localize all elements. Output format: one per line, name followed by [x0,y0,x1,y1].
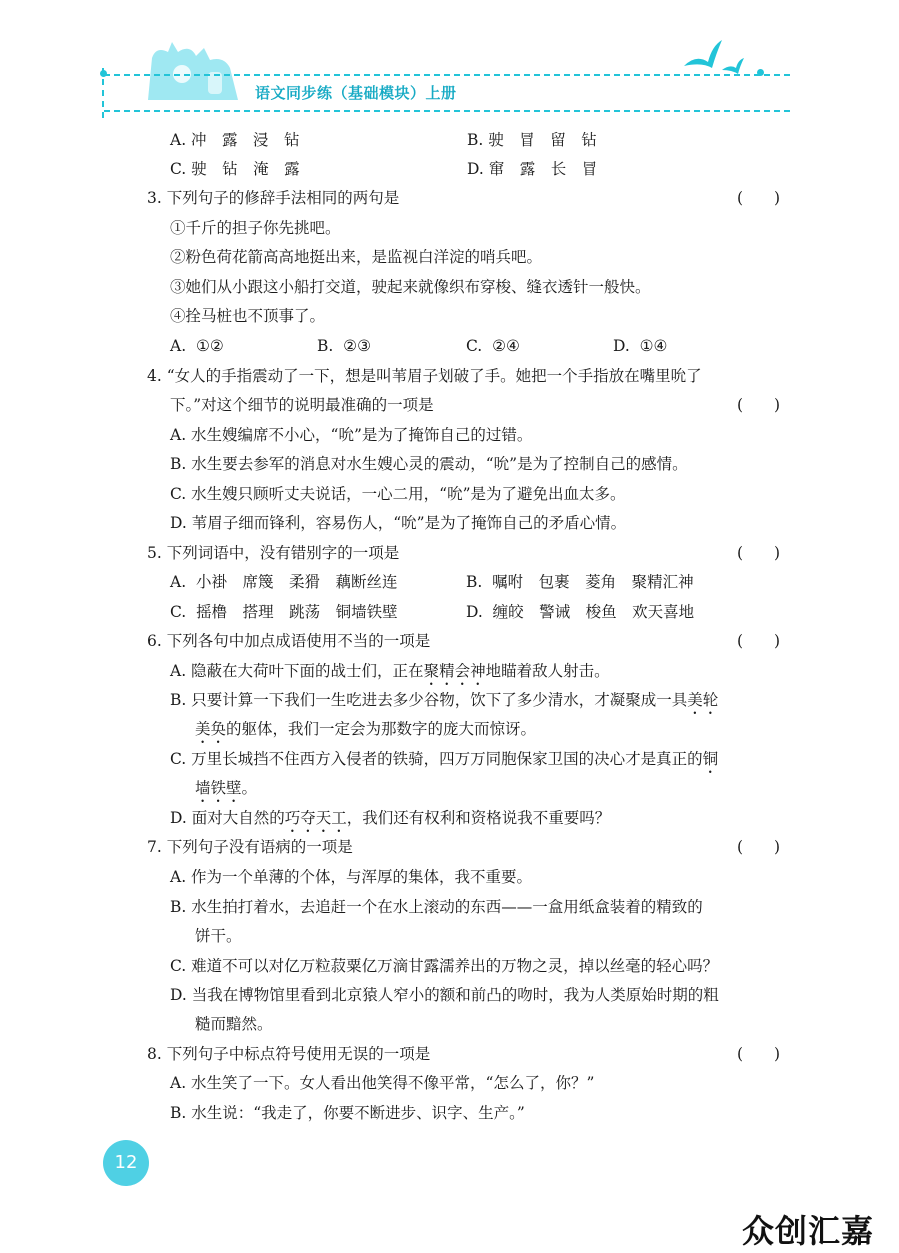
q7-option-a: A. 作为一个单薄的个体，与浑厚的集体，我不重要。 [170,868,533,886]
q5-option-c: C. 摇橹 搭理 跳荡 铜墙铁壁 [170,603,398,621]
q2-option-d: D. 窜 露 长 冒 [467,160,598,178]
q3-sentence-3: ③她们从小跟这小船打交道，驶起来就像织布穿梭、缝衣透针一般快。 [170,278,651,296]
q6-option-d [170,808,610,836]
q6-d-pre: D. 面对大自然的 [170,809,285,827]
q4-option-d: D. 苇眉子细而锋利，容易伤人，“吮”是为了掩饰自己的矛盾心情。 [170,514,627,532]
page-number: 12 [103,1140,149,1186]
q8-option-b: B. 水生说：“我走了，你要不断进步、识字、生产。” [170,1104,525,1122]
watermark-logo: 众创汇嘉 [742,1212,875,1250]
q7-stem: 7. 下列句子没有语病的一项是 [147,838,353,856]
q8-option-a: A. 水生笑了一下。女人看出他笑得不像平常，“怎么了，你？” [170,1074,595,1092]
q3-option-a: A. ①② [170,337,224,355]
q3-sentence-4: ④拴马桩也不顶事了。 [170,307,326,325]
q6-option-b [170,690,718,718]
q7-option-c: C. 难道不可以对亿万粒菽粟亿万滴甘露濡养出的万物之灵，掉以丝毫的轻心吗？ [170,957,719,975]
q4-option-a: A. 水生嫂编席不小心，“吮”是为了掩饰自己的过错。 [170,426,533,444]
q6-a-post: 地瞄着敌人射击。 [485,662,610,680]
q8-answer-blank[interactable]: ( ) [737,1045,781,1063]
q5-option-a: A. 小褂 席篾 柔猾 藕断丝连 [170,573,398,591]
q7-answer-blank[interactable]: ( ) [737,838,781,856]
q4-answer-blank[interactable]: ( ) [737,396,781,414]
q3-stem: 3. 下列句子的修辞手法相同的两句是 [147,189,400,207]
q2-option-c: C. 驶 钻 淹 露 [170,160,300,178]
q7-option-b: B. 水生拍打着水，去追赶一个在水上滚动的东西——一盒用纸盒装着的精致的 [170,898,703,916]
q6-a-idiom: 聚精会神 [423,662,486,680]
q7-option-d-line2: 糙而黯然。 [195,1015,273,1033]
q7-option-d: D. 当我在博物馆里看到北京猿人窄小的额和前凸的吻时，我为人类原始时期的粗 [170,986,719,1004]
q2-option-a: A. 冲 露 浸 钻 [170,131,300,149]
q5-option-b: B. 嘱咐 包裹 菱角 聚精汇神 [466,573,694,591]
header-dot-right [757,69,764,76]
q6-answer-blank[interactable]: ( ) [737,632,781,650]
q6-option-a [170,661,610,689]
q6-b-pre: B. 只要计算一下我们一生吃进去多少谷物，饮下了多少清水，才凝聚成一具 [170,691,688,709]
q6-stem: 6. 下列各句中加点成语使用不当的一项是 [147,632,431,650]
q4-option-b: B. 水生要去参军的消息对水生嫂心灵的震动，“吮”是为了控制自己的感情。 [170,455,688,473]
q6-a-pre: A. 隐蔽在大荷叶下面的战士们，正在 [170,662,424,680]
q8-stem: 8. 下列句子中标点符号使用无误的一项是 [147,1045,431,1063]
q6-b-idiom-part1: 美轮 [687,691,719,709]
q3-option-b: B. ②③ [317,337,371,355]
q3-option-d: D. ①④ [613,337,668,355]
q4-stem-line2: 下。”对这个细节的说明最准确的一项是 [170,396,434,414]
q3-sentence-2: ②粉色荷花箭高高地挺出来，是监视白洋淀的哨兵吧。 [170,248,543,266]
q3-option-c: C. ②④ [466,337,520,355]
q2-option-b: B. 驶 冒 留 钻 [467,131,597,149]
q7-option-b-line2: 饼干。 [195,927,242,945]
header-dot-left [100,70,107,77]
q6-b-post: 的躯体，我们一定会为那数字的庞大而惊讶。 [226,720,537,738]
q4-stem-line1: 4. “女人的手指震动了一下，想是叫苇眉子划破了手。她把一个手指放在嘴里吮了 [147,367,702,385]
q3-answer-blank[interactable]: ( ) [737,189,781,207]
q6-c-pre: C. 万里长城挡不住西方入侵者的铁骑，四万万同胞保家卫国的决心才是真正的 [170,750,703,768]
q6-option-c-line2 [195,778,257,806]
q6-c-post: 。 [241,779,258,797]
q5-answer-blank[interactable]: ( ) [737,544,781,562]
q6-c-idiom-part2: 墙铁壁 [195,779,242,797]
q5-option-d: D. 缠皎 警诫 梭鱼 欢天喜地 [466,603,695,621]
q6-option-b-line2 [195,719,536,747]
header-title: 语文同步练（基础模块）上册 [255,84,457,102]
q6-d-idiom: 巧夺天工 [284,809,347,827]
birds-icon [682,36,752,76]
q6-d-post: ，我们还有权利和资格说我不重要吗？ [346,809,611,827]
q6-option-c [170,749,718,777]
q3-sentence-1: ①千斤的担子你先挑吧。 [170,219,341,237]
q6-b-idiom-part2: 美奂 [195,720,227,738]
q5-stem: 5. 下列词语中，没有错别字的一项是 [147,544,400,562]
q4-option-c: C. 水生嫂只顾听丈夫说话，一心二用，“吮”是为了避免出血太多。 [170,485,626,503]
q6-c-idiom-part1: 铜 [702,750,719,768]
page-header [0,0,899,120]
